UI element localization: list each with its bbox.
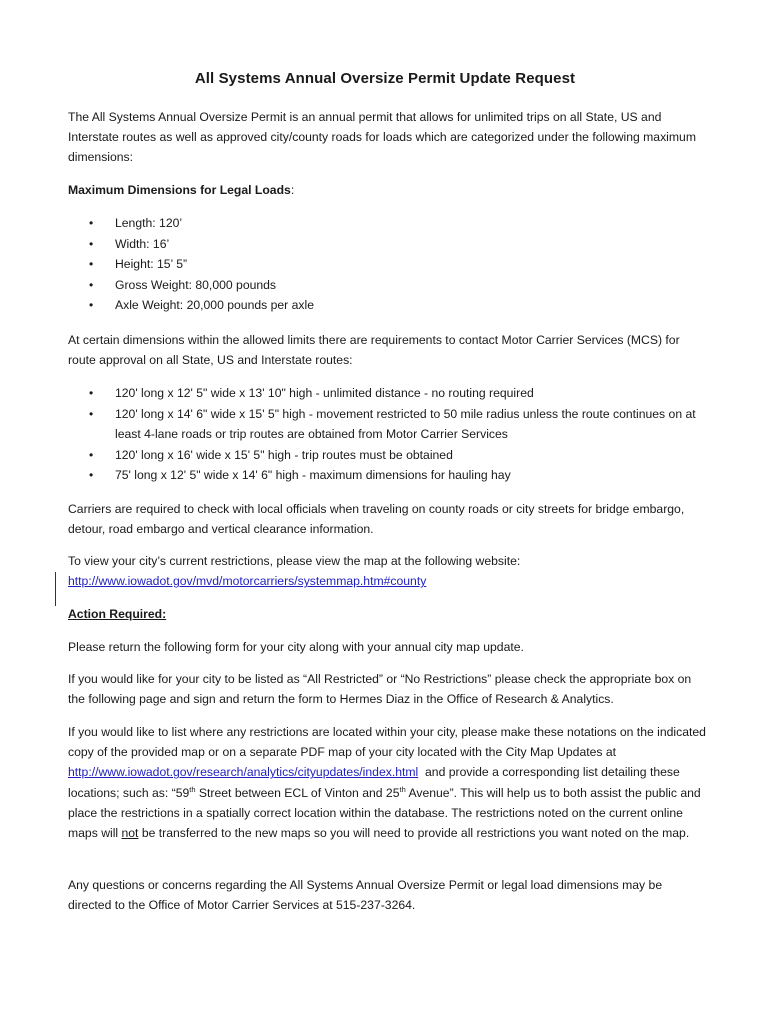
list-item: • Height: 15’ 5” (68, 254, 708, 275)
city-updates-link[interactable]: http://www.iowadot.gov/research/analytics/cityupdates/index.html (68, 765, 419, 780)
page-title: All Systems Annual Oversize Permit Update Request (194, 70, 576, 87)
return-form-paragraph: Please return the following form for your city along with your annual city map update. (68, 640, 524, 654)
bullet-icon: • (89, 468, 94, 482)
bullet-icon: • (89, 257, 94, 272)
system-map-link[interactable]: http://www.iowadot.gov/mvd/motorcarriers/systemmap.htm#county (68, 574, 427, 589)
max-dimensions-list (68, 213, 708, 316)
max-dimensions-heading-text: Maximum Dimensions for Legal Loads (68, 183, 291, 197)
mcs-paragraph: At certain dimensions within the allowed limits there are requirements to contact Motor Carrier Services (MCS) for route approval on all State, US and Interstate routes: (68, 333, 680, 368)
list-item: • 120' long x 14' 6" wide x 15' 5" high - movement restricted to 50 mile radius unless the route continues on at least 4-lane roads or trip routes are obtained from Motor Carrier Services (68, 404, 708, 445)
listing-paragraph: If you would like for your city to be listed as “All Restricted” or “No Restrictions” please check the appropriate box on the following page and sign and return the form to Hermes Diaz in the Office of Research & Analytics. (68, 672, 692, 707)
list-item: • 120' long x 16' wide x 15' 5" high - trip routes must be obtained (68, 445, 708, 466)
emphasis-not: not (121, 826, 139, 841)
view-map-text: To view your city’s current restrictions, please view the map at the following website: (68, 554, 521, 568)
list-item: • 120' long x 12' 5" wide x 13' 10" high - unlimited distance - no routing required (68, 383, 708, 404)
list-item: • 75' long x 12' 5" wide x 14' 6" high - maximum dimensions for hauling hay (68, 465, 708, 486)
view-map-paragraph (68, 551, 708, 591)
list-item: • Axle Weight: 20,000 pounds per axle (68, 295, 708, 316)
route-dimensions-list (68, 383, 708, 486)
list-item: • Length: 120’ (68, 213, 708, 234)
bullet-icon: • (89, 277, 94, 292)
max-dimensions-heading (68, 180, 294, 200)
bullet-icon: • (89, 216, 94, 230)
restrictions-paragraph: If you would like to list where any restrictions are located within your city, please make these notations on the indicated copy of the provided map or on a separate PDF map of your city located with the City Map Updates at http://www.iowadot.gov/research/analytics/cityupdates/index.html and provide a corresponding list detailing these locations; such as: “59th Street between ECL of Vinton and 25th Avenue”. This will help us to both assist the public and place the restrictions in a spatially correct location within the database. The restrictions noted on the current online maps will not be transferred to the new maps so you will need to provide all restrictions you want noted on the map. (68, 725, 706, 841)
intro-paragraph: The All Systems Annual Oversize Permit is an annual permit that allows for unlimited trips on all State, US and Interstate routes as well as approved city/county roads for loads which are categorized under the following maximum dimensions: (68, 110, 696, 165)
bullet-icon: • (89, 386, 94, 400)
bullet-icon: • (89, 447, 94, 462)
questions-paragraph: Any questions or concerns regarding the All Systems Annual Oversize Permit or legal load dimensions may be directed to the Office of Motor Carrier Services at 515-237-3264. (68, 878, 663, 913)
heading-colon: : (290, 183, 295, 197)
text-cursor (55, 572, 56, 606)
bullet-icon: • (89, 236, 94, 251)
list-item: • Gross Weight: 80,000 pounds (68, 275, 708, 296)
bullet-icon: • (89, 298, 94, 313)
list-item: • Width: 16’ (68, 234, 708, 255)
carriers-paragraph: Carriers are required to check with local officials when traveling on county roads or city streets for bridge embargo, detour, road embargo and vertical clearance information. (68, 502, 685, 537)
action-required-heading: Action Required: (68, 607, 167, 621)
bullet-icon: • (89, 406, 94, 421)
